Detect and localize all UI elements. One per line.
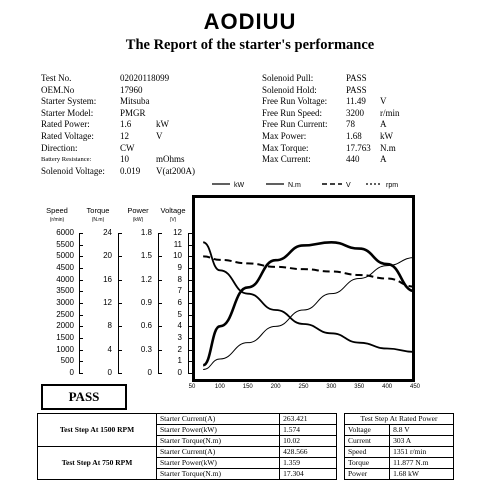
info-row	[41, 154, 195, 166]
pass-result-badge: PASS	[41, 384, 127, 410]
info-label: Starter Model:	[41, 107, 94, 118]
info-row	[262, 131, 400, 143]
x-tick-label: 400	[382, 384, 393, 390]
legend-rpm-label: rpm	[386, 182, 399, 189]
y-tick-label: 12	[173, 228, 182, 237]
table-row	[345, 425, 454, 436]
y-tick-label: 0	[107, 368, 112, 377]
info-value: PMGR	[120, 107, 146, 118]
y-tick-label: 1000	[56, 344, 74, 354]
info-row	[262, 154, 400, 166]
table-value: 1.574	[280, 425, 337, 436]
y-tick-label: 1.5	[140, 251, 152, 261]
table-key: Torque	[345, 458, 390, 469]
table-key: Voltage	[345, 425, 390, 436]
info-value: 78	[346, 119, 355, 130]
y-tick-label: 16	[103, 274, 112, 284]
info-label: Solenoid Pull:	[262, 73, 314, 83]
y-tick-label: 0	[147, 368, 152, 377]
info-row	[262, 108, 400, 120]
y-tick-label: 1.8	[140, 228, 152, 237]
table-key: Starter Power(kW)	[157, 425, 280, 436]
table-value: 1351 r/min	[390, 447, 454, 458]
test-step-1500-label: Test Step At 1500 RPM	[38, 414, 157, 447]
info-label: Solenoid Hold:	[262, 84, 317, 95]
info-row	[262, 85, 400, 97]
table-value: 10.02	[280, 436, 337, 447]
info-unit: V(at200A)	[156, 165, 195, 176]
table-row	[345, 458, 454, 469]
info-label: Test No.	[41, 73, 72, 83]
starter-info-left	[41, 73, 195, 177]
table-row	[345, 469, 454, 480]
info-row	[262, 73, 400, 85]
info-row	[41, 131, 195, 143]
info-value: 12	[120, 130, 129, 141]
y-axis-line	[79, 233, 80, 373]
y-tick-label: 2500	[56, 309, 74, 319]
info-value: 10	[120, 154, 129, 165]
info-value: 11.49	[346, 96, 366, 107]
y-tick-label: 24	[103, 228, 112, 237]
info-value: 0.019	[120, 165, 141, 176]
starter-info-right	[262, 73, 400, 166]
x-tick-label: 100	[214, 384, 225, 390]
axis-head-torque	[82, 207, 114, 224]
table-value: 1.359	[280, 458, 337, 469]
info-row	[262, 119, 400, 131]
axis-head-unit: (r/min)	[49, 217, 65, 223]
info-row	[41, 119, 195, 131]
info-value: 440	[346, 154, 360, 165]
info-value: 17.763	[346, 142, 371, 153]
info-label: Rated Power:	[41, 119, 90, 130]
table-value: 11.877 N.m	[390, 458, 454, 469]
y-tick-label: 3	[177, 333, 182, 342]
info-label: Free Run Speed:	[262, 107, 322, 118]
table-row	[38, 447, 337, 458]
table-value: 263.421	[280, 414, 337, 425]
y-tick-label: 0	[177, 368, 182, 377]
y-tick-label: 500	[60, 356, 74, 366]
info-row	[41, 143, 195, 155]
y-tick-label: 6	[177, 298, 182, 307]
table-row	[345, 436, 454, 447]
info-value: 1.6	[120, 119, 132, 130]
info-label: Max Torque:	[262, 142, 309, 153]
axis-head-name: Power	[127, 206, 149, 215]
y-tick-label: 4	[107, 344, 112, 354]
test-step-750-label: Test Step At 750 RPM	[38, 447, 157, 480]
y-tick-label: 2000	[56, 321, 74, 331]
y-tick-label: 6000	[56, 228, 74, 237]
table-row	[345, 447, 454, 458]
x-tick-label: 300	[326, 384, 337, 390]
y-tick-label: 4	[177, 321, 182, 331]
y-tick-label: 0.3	[140, 344, 152, 354]
axis-head-unit: (kW)	[132, 217, 144, 223]
rated-table-header: Test Step At Rated Power	[345, 414, 454, 425]
rated-power-table	[344, 413, 454, 480]
y-tick-label: 0.9	[140, 298, 152, 307]
table-key: Starter Power(kW)	[157, 458, 280, 469]
info-unit: A	[380, 119, 387, 130]
info-value: PASS	[346, 73, 367, 83]
y-tick-label: 8	[177, 274, 182, 284]
info-row	[41, 108, 195, 120]
info-label: Direction:	[41, 142, 78, 153]
y-tick-label: 1.2	[140, 274, 152, 284]
axis-head-name: Torque	[86, 206, 110, 215]
axis-head-power	[122, 207, 154, 224]
info-label: Starter System:	[41, 96, 97, 107]
y-tick-label: 2	[177, 344, 182, 354]
y-tick-label: 9	[177, 263, 182, 272]
table-value: 8.8 V	[390, 425, 454, 436]
info-label: Rated Voltage:	[41, 130, 94, 141]
y-tick-label: 3000	[56, 298, 74, 307]
chart-legend	[212, 178, 452, 190]
info-row	[41, 73, 195, 85]
info-row	[262, 143, 400, 155]
table-row	[345, 414, 454, 425]
axis-head-name: Speed	[46, 206, 68, 215]
report-title: The Report of the starter's performance	[125, 37, 375, 53]
y-tick-label: 10	[173, 251, 182, 261]
axis-head-speed	[42, 207, 72, 224]
table-value: 303 A	[390, 436, 454, 447]
table-key: Current	[345, 436, 390, 447]
info-value: 3200	[346, 107, 364, 118]
table-key: Starter Torque(N.m)	[157, 436, 280, 447]
info-unit: A	[380, 154, 387, 165]
table-row	[38, 414, 337, 425]
y-tick-label: 0.6	[140, 321, 152, 331]
y-tick-label: 12	[103, 298, 112, 307]
y-axis-line	[188, 233, 189, 373]
x-tick-label: 50	[188, 384, 196, 390]
y-tick-label: 4500	[56, 263, 74, 272]
test-step-table	[37, 413, 337, 480]
x-tick-label: 250	[298, 384, 309, 390]
info-value: PASS	[346, 84, 367, 95]
info-label: Battery Resistance:	[41, 156, 92, 164]
table-key: Starter Current(A)	[157, 414, 280, 425]
info-unit: mOhms	[156, 154, 185, 165]
x-tick-label: 150	[242, 384, 253, 390]
performance-plot	[192, 195, 415, 382]
info-label: Free Run Current:	[262, 119, 328, 130]
info-label: OEM.No	[41, 84, 75, 95]
info-label: Solenoid Voltage:	[41, 165, 105, 176]
info-unit: V	[156, 130, 163, 141]
y-tick-label: 5000	[56, 251, 74, 261]
table-value: 428.566	[280, 447, 337, 458]
axis-head-unit: (N.m)	[91, 217, 105, 223]
info-unit: V	[380, 96, 387, 107]
table-key: Starter Torque(N.m)	[157, 469, 280, 480]
y-tick-label: 8	[107, 321, 112, 331]
info-label: Max Power:	[262, 130, 307, 141]
y-axis-line	[118, 233, 119, 373]
info-row	[41, 85, 195, 97]
info-unit: kW	[156, 119, 169, 130]
y-tick-label: 3500	[56, 286, 74, 296]
info-unit: kW	[380, 130, 393, 141]
info-value: 1.68	[346, 130, 362, 141]
axis-head-unit: (V)	[169, 217, 177, 223]
y-tick-label: 5500	[56, 239, 74, 249]
x-tick-label: 450	[409, 384, 421, 390]
info-unit: N.m	[380, 142, 396, 153]
legend-kw-label: kW	[234, 182, 245, 189]
brand-logo: AODIUU	[203, 9, 297, 34]
info-label: Max Current:	[262, 154, 311, 165]
legend-v-label: V	[346, 182, 351, 189]
info-value: 17960	[120, 84, 143, 95]
info-value: CW	[120, 142, 135, 153]
table-value: 17.304	[280, 469, 337, 480]
table-value: 1.68 kW	[390, 469, 454, 480]
legend-nm-label: N.m	[288, 182, 301, 189]
axis-head-name: Voltage	[160, 206, 186, 215]
y-tick-label: 0	[69, 368, 74, 377]
table-key: Speed	[345, 447, 390, 458]
info-row	[262, 96, 400, 108]
info-value: 02020118099	[120, 73, 170, 83]
info-unit: r/min	[380, 107, 400, 118]
axis-head-voltage	[156, 207, 190, 224]
x-tick-label: 200	[270, 384, 281, 390]
table-key: Power	[345, 469, 390, 480]
y-tick-label: 7	[177, 286, 182, 296]
info-row	[41, 166, 195, 178]
y-tick-label: 4000	[56, 274, 74, 284]
info-value: Mitsuba	[120, 96, 150, 107]
y-tick-label: 11	[173, 239, 182, 249]
y-tick-label: 1500	[56, 333, 74, 342]
info-label: Free Run Voltage:	[262, 96, 328, 107]
y-tick-label: 5	[177, 309, 182, 319]
y-tick-label: 1	[177, 356, 182, 366]
table-key: Starter Current(A)	[157, 447, 280, 458]
y-tick-label: 20	[103, 251, 112, 261]
info-row	[41, 96, 195, 108]
plot-area	[195, 198, 412, 379]
x-tick-label: 350	[354, 384, 365, 390]
